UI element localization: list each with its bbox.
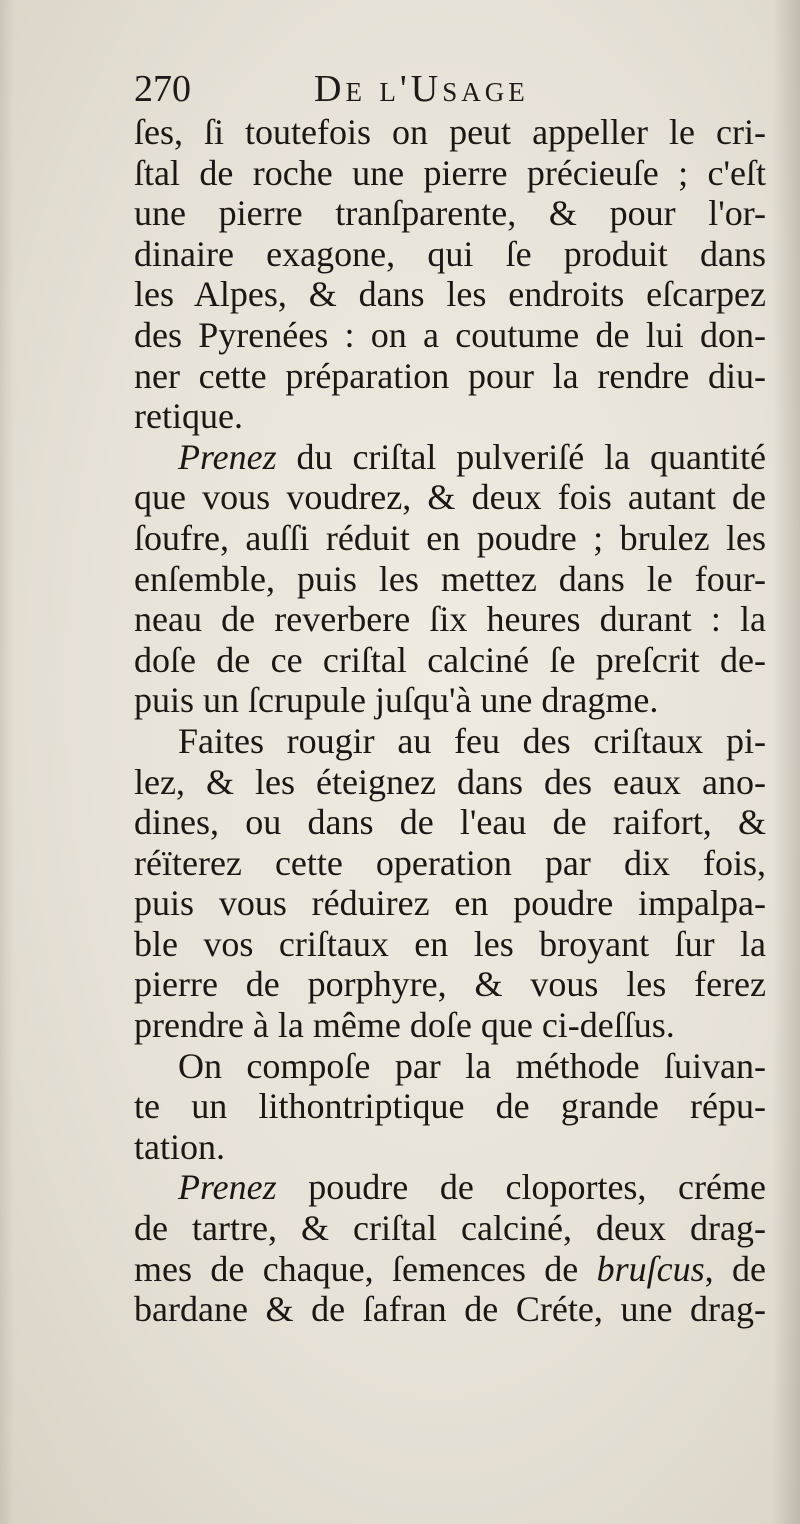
text-line bbox=[134, 640, 766, 681]
page-header bbox=[134, 66, 774, 114]
text-line bbox=[134, 396, 766, 437]
text-run: ſtal de roche une pierre précieuſe ; c'eſt bbox=[134, 152, 766, 193]
text-line bbox=[134, 193, 766, 234]
text-line bbox=[134, 518, 766, 559]
text-line bbox=[134, 356, 766, 397]
text-run: de tartre, & criſtal calciné, deux drag- bbox=[134, 1208, 766, 1249]
text-line bbox=[134, 1005, 766, 1046]
text-run: retique. bbox=[134, 396, 243, 437]
text-run: neau de reverbere ſix heures durant : la bbox=[134, 599, 766, 640]
text-run: ble vos criſtaux en les broyant ſur la bbox=[134, 923, 766, 964]
text-run: enſemble, puis les mettez dans le four- bbox=[134, 558, 766, 599]
text-run: , de bbox=[704, 1248, 766, 1289]
text-line bbox=[134, 924, 766, 965]
text-run: prendre à la même doſe que ci-deſſus. bbox=[134, 1005, 675, 1046]
text-run: mes de chaque, ſemences de bbox=[134, 1248, 597, 1289]
text-line bbox=[134, 802, 766, 843]
text-line bbox=[134, 1046, 766, 1087]
text-run: On compoſe par la méthode ſuivan- bbox=[178, 1045, 766, 1086]
text-line bbox=[134, 153, 766, 194]
text-line bbox=[134, 762, 766, 803]
text-line bbox=[134, 1127, 766, 1168]
text-line bbox=[134, 1208, 766, 1249]
text-run: doſe de ce criſtal calciné ſe preſcrit de- bbox=[134, 639, 766, 680]
text-run: puis un ſcrupule juſqu'à une dragme. bbox=[134, 680, 659, 721]
text-run: puis vous réduirez en poudre impalpa- bbox=[134, 883, 766, 924]
text-run: bardane & de ſafran de Créte, une drag- bbox=[134, 1289, 766, 1330]
page-gutter-shadow bbox=[0, 0, 14, 1524]
text-run: du criſtal pulveriſé la quantité bbox=[276, 436, 766, 477]
text-line bbox=[134, 721, 766, 762]
text-line bbox=[134, 964, 766, 1005]
italic-text: bruſcus bbox=[596, 1248, 705, 1289]
text-run: les Alpes, & dans les endroits eſcarpez bbox=[134, 274, 766, 315]
text-line bbox=[134, 274, 766, 315]
text-run: lez, & les éteignez dans des eaux ano- bbox=[134, 761, 766, 802]
italic-text: Prenez bbox=[178, 1167, 277, 1208]
text-line bbox=[134, 437, 766, 478]
text-run: te un lithontriptique de grande répu- bbox=[134, 1086, 766, 1127]
text-run: tation. bbox=[134, 1126, 225, 1167]
text-line bbox=[134, 234, 766, 275]
text-line bbox=[134, 1249, 766, 1290]
text-line bbox=[134, 559, 766, 600]
text-line bbox=[134, 843, 766, 884]
text-run: ſes, ſi toutefois on peut appeller le cri- bbox=[134, 112, 766, 152]
text-line bbox=[134, 599, 766, 640]
text-run: ſoufre, auſſi réduit en poudre ; brulez les bbox=[134, 517, 766, 558]
text-run: poudre de cloportes, créme bbox=[276, 1167, 766, 1208]
text-run: ner cette préparation pour la rendre diu- bbox=[134, 355, 766, 396]
text-line bbox=[134, 883, 766, 924]
body-text bbox=[134, 112, 766, 1330]
text-run: Faites rougir au feu des criſtaux pi- bbox=[178, 720, 766, 761]
text-line bbox=[134, 1289, 766, 1330]
text-run: une pierre tranſparente, & pour l'or- bbox=[134, 193, 766, 234]
text-line bbox=[134, 112, 766, 153]
text-run: réïterez cette operation par dix fois, bbox=[134, 842, 766, 883]
page-edge-shadow bbox=[772, 0, 800, 1524]
text-run: pierre de porphyre, & vous les ferez bbox=[134, 964, 766, 1005]
italic-text: Prenez bbox=[178, 436, 277, 477]
text-line bbox=[134, 680, 766, 721]
running-title: De l'Usage bbox=[314, 68, 529, 110]
text-line bbox=[134, 477, 766, 518]
text-run: dinaire exagone, qui ſe produit dans bbox=[134, 233, 766, 274]
text-run: des Pyrenées : on a coutume de lui don- bbox=[134, 314, 766, 355]
text-run: que vous voudrez, & deux fois autant de bbox=[134, 477, 766, 518]
text-run: dines, ou dans de l'eau de raifort, & bbox=[134, 802, 766, 843]
text-line bbox=[134, 315, 766, 356]
page-number: 270 bbox=[134, 68, 191, 110]
text-line bbox=[134, 1167, 766, 1208]
text-line bbox=[134, 1086, 766, 1127]
